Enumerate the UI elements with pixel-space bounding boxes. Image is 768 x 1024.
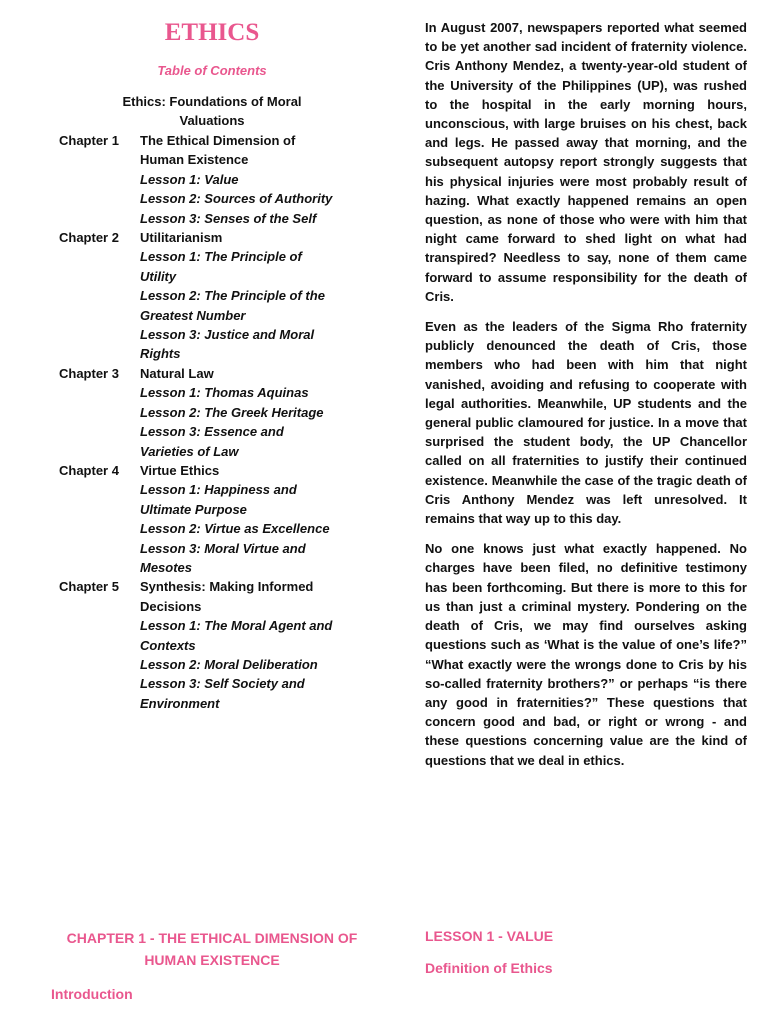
table-of-contents xyxy=(59,131,359,713)
chapter-label: Chapter 5 xyxy=(59,579,119,595)
body-paragraph: Even as the leaders of the Sigma Rho fraternity publicly denounced the death of Cris, those members who had been with him that night vanished, avoiding and refusing to cooperate with legal authorities. Meanwhile, UP students and the general public clamoured for justice. In a move that surprised the student body, the UP Chancellor called on all fraternities to justify their continued existence. Meanwhile the case of the tragic death of Cris Anthony Mendez was left unresolved. It remains that way up to this day. xyxy=(425,319,747,527)
lesson-entry: Lesson 1: Value xyxy=(140,171,239,187)
chapter-label: Chapter 4 xyxy=(59,462,119,478)
body-paragraph: In August 2007, newspapers reported what seemed to be yet another sad incident of fraternity violence. Cris Anthony Mendez, a twenty-year-old student of the University of the Philippines (UP), was rushed to the hospital in the early morning hours, unconscious, with large bruises on his chest, back and legs. He passed away that morning, and the subsequent autopsy report strongly suggests that his physical injuries were most probably result of hazing. What exactly happened remains an open question, as none of those who were with him that night came forward to shed light on what had transpired? Needless to say, none of them came forward to assume responsibility for the death of Cris. xyxy=(425,20,747,304)
lesson-entry: Lesson 2: Sources of Authority xyxy=(140,191,333,207)
lesson-entry: Lesson 1: Thomas Aquinas xyxy=(140,385,309,401)
lesson-entry: Lesson 3: Moral Virtue and Mesotes xyxy=(140,540,306,575)
lesson-entry: Lesson 2: Moral Deliberation xyxy=(140,656,318,672)
chapter-title: The Ethical Dimension of Human Existence xyxy=(140,133,296,168)
lesson-entry: Lesson 1: The Moral Agent and Contexts xyxy=(140,618,333,653)
chapter-label: Chapter 1 xyxy=(59,133,119,148)
toc-chapter xyxy=(59,364,359,461)
lesson-entry: Lesson 3: Essence and Varieties of Law xyxy=(140,424,284,459)
definition-heading: Definition of Ethics xyxy=(425,960,553,976)
lesson-entry: Lesson 1: Happiness and Ultimate Purpose xyxy=(140,482,297,517)
toc-chapter xyxy=(59,577,359,713)
toc-chapter xyxy=(59,131,359,228)
introduction-heading: Introduction xyxy=(51,986,133,1002)
chapter-label: Chapter 3 xyxy=(59,365,119,381)
document-title: ETHICS xyxy=(164,19,260,46)
lesson-entry: Lesson 2: Virtue as Excellence xyxy=(140,521,330,537)
chapter-heading: CHAPTER 1 - THE ETHICAL DIMENSION OF HUMAN EXISTENCE xyxy=(66,930,358,968)
lesson-heading: LESSON 1 - VALUE xyxy=(425,928,554,944)
book-title: Ethics: Foundations of Moral Valuations xyxy=(122,94,302,129)
toc-chapter xyxy=(59,461,359,577)
right-column xyxy=(425,18,747,781)
chapter-title: Natural Law xyxy=(140,365,214,381)
lesson-entry: Lesson 3: Senses of the Self xyxy=(140,210,317,226)
toc-heading: Table of Contents xyxy=(157,63,267,78)
chapter-title: Utilitarianism xyxy=(140,230,223,246)
lesson-entry: Lesson 3: Justice and Moral Rights xyxy=(140,327,315,362)
chapter-label: Chapter 2 xyxy=(59,230,119,246)
chapter-title: Synthesis: Making Informed Decisions xyxy=(140,579,314,614)
chapter-title: Virtue Ethics xyxy=(140,462,220,478)
lesson-entry: Lesson 2: The Greek Heritage xyxy=(140,404,324,420)
lesson-entry: Lesson 2: The Principle of the Greatest Number xyxy=(140,288,325,323)
toc-chapter xyxy=(59,228,359,364)
lesson-entry: Lesson 3: Self Society and Environment xyxy=(140,676,305,711)
body-paragraph: No one knows just what exactly happened. No charges have been filed, no definitive testimony has been forthcoming. But there is more to this for us than just a criminal mystery. Pondering on the death of Cris, we may find ourselves asking questions such as ‘What is the value of one’s life?” “What exactly were the wrongs done to Cris by his so-called fraternity brothers?” or perhaps “is there any good in fraternities?” These questions that concern good and bad, or right or wrong - and these questions concerning value are the kind of questions that we deal in ethics. xyxy=(425,541,747,768)
lesson-entry: Lesson 1: The Principle of Utility xyxy=(140,249,302,284)
